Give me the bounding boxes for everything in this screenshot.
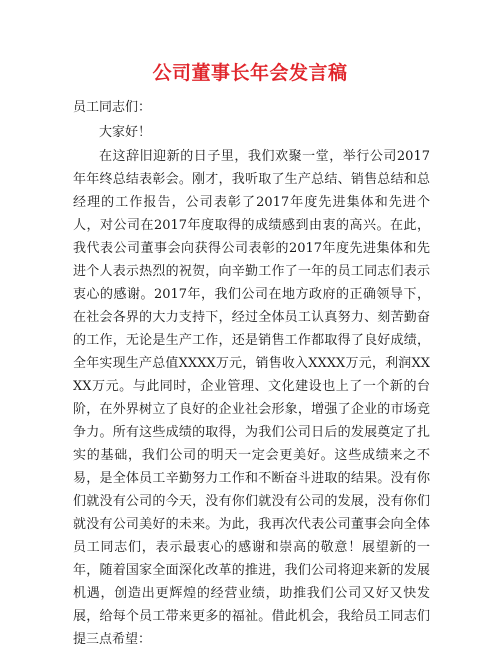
body-paragraph: 在这辞旧迎新的日子里，我们欢聚一堂，举行公司2017年年终总结表彰会。刚才，我听取了生产总结、销售总结和总经理的工作报告，公司表彰了2017年度先进集体和先进个人，对公司在2017年度取得的成绩感到由衷的高兴。在此，我代表公司董事会向获得公司表彰的2017年度先进集体和先进个人表示热烈的祝贺，向辛勤工作了一年的员工同志们表示衷心的感谢。2017年，我们公司在地方政府的正确领导下，在社会各界的大力支持下，经过全体员工认真努力、刻苦勤奋的工作，无论是生产工作，还是销售工作都取得了良好成绩，全年实现生产总值XXXX万元，销售收入XXXX万元，利润XXXX万元。与此同时，企业管理、文化建设也上了一个新的台阶，在外界树立了良好的企业社会形象，增强了企业的市场竞争力。所有这些成绩的取得，为我们公司日后的发展奠定了扎实的基础，我们公司的明天一定会更美好。这些成绩来之不易，是全体员工辛勤努力工作和不断奋斗进取的结果。没有你们就没有公司的今天，没有你们就没有公司的发展，没有你们就没有公司美好的未来。为此，我再次代表公司董事会向全体员工同志们，表示最衷心的感谢和崇高的敬意！展望新的一年，随着国家全面深化改革的推进，我们公司将迎来新的发展机遇，创造出更辉煌的经营业绩，助推我们公司又好又快发展，给每个员工带来更多的福祉。借此机会，我给员工同志们提三点希望： — [73, 149, 430, 647]
salutation: 员工同志们： — [73, 100, 152, 115]
document-title: 公司董事长年会发言稿 — [152, 62, 348, 84]
greeting: 大家好！ — [99, 125, 152, 140]
